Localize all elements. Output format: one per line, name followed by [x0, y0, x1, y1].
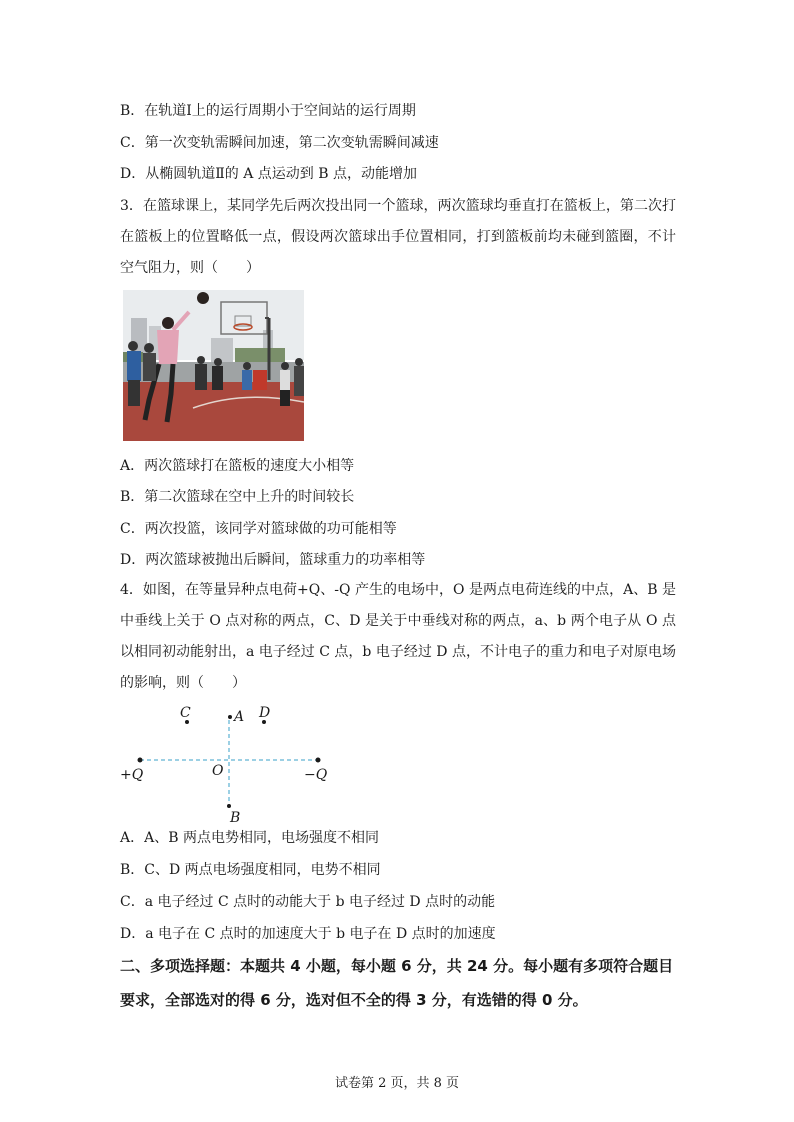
basketball-photo — [123, 290, 304, 441]
q4-option-b: B．C、D 两点电场强度相同，电势不相同 — [120, 862, 381, 878]
section-2-heading: 二、多项选择题：本题共 4 小题，每小题 6 分，共 24 分。每小题有多项符合题目要求，全部选对的得 6 分，选对但不全的得 3 分，有选错的得 0 分。 — [120, 957, 674, 1009]
point-a-dot — [228, 715, 232, 719]
q4-option-a: A．A、B 两点电势相同，电场强度不相同 — [120, 830, 379, 846]
label-a: A — [234, 709, 245, 725]
electric-field-diagram — [118, 700, 338, 825]
label-o: O — [212, 763, 224, 779]
label-minus-q: −Q — [304, 767, 328, 783]
q4-option-d: D．a 电子在 C 点时的加速度大于 b 电子在 D 点时的加速度 — [120, 926, 496, 942]
q3-option-b: B．第二次篮球在空中上升的时间较长 — [120, 489, 355, 505]
label-b: B — [230, 810, 241, 825]
q2-option-d: D．从椭圆轨道Ⅱ的 A 点运动到 B 点，动能增加 — [120, 166, 417, 182]
minus-q-dot — [316, 758, 321, 763]
q4-stem: 4．如图，在等量异种点电荷+Q、-Q 产生的电场中，O 是两点电荷连线的中点，A、B 是中垂线上关于 O 点对称的两点，C、D 是关于中垂线对称的两点，a、b 两个电子从 O 点以相同初动能射出，a 电子经过 C 点，b 电子经过 D 点，不计电子的重力和电子对原电场的影响，则（ ） — [120, 582, 676, 691]
label-plus-q: +Q — [120, 767, 144, 783]
q3-option-d: D．两次篮球被抛出后瞬间，篮球重力的功率相等 — [120, 552, 426, 568]
label-d: D — [259, 705, 271, 721]
q3-option-a: A．两次篮球打在篮板的速度大小相等 — [120, 458, 355, 474]
page-footer: 试卷第 2 页，共 8 页 — [334, 1076, 460, 1091]
q2-option-b: B．在轨道Ⅰ上的运行周期小于空间站的运行周期 — [120, 103, 416, 119]
q3-stem: 3．在篮球课上，某同学先后两次投出同一个篮球，两次篮球均垂直打在篮板上，第二次打在篮板上的位置略低一点，假设两次篮球出手位置相同，打到篮板前均未碰到篮圈，不计空气阻力，则（ ） — [120, 198, 676, 276]
q4-option-c: C．a 电子经过 C 点时的动能大于 b 电子经过 D 点时的动能 — [120, 894, 496, 910]
label-c: C — [180, 705, 191, 721]
q3-option-c: C．两次投篮，该同学对篮球做的功可能相等 — [120, 521, 397, 537]
plus-q-dot — [138, 758, 143, 763]
q2-option-c: C．第一次变轨需瞬间加速，第二次变轨需瞬间减速 — [120, 135, 439, 151]
point-b-dot — [227, 804, 231, 808]
